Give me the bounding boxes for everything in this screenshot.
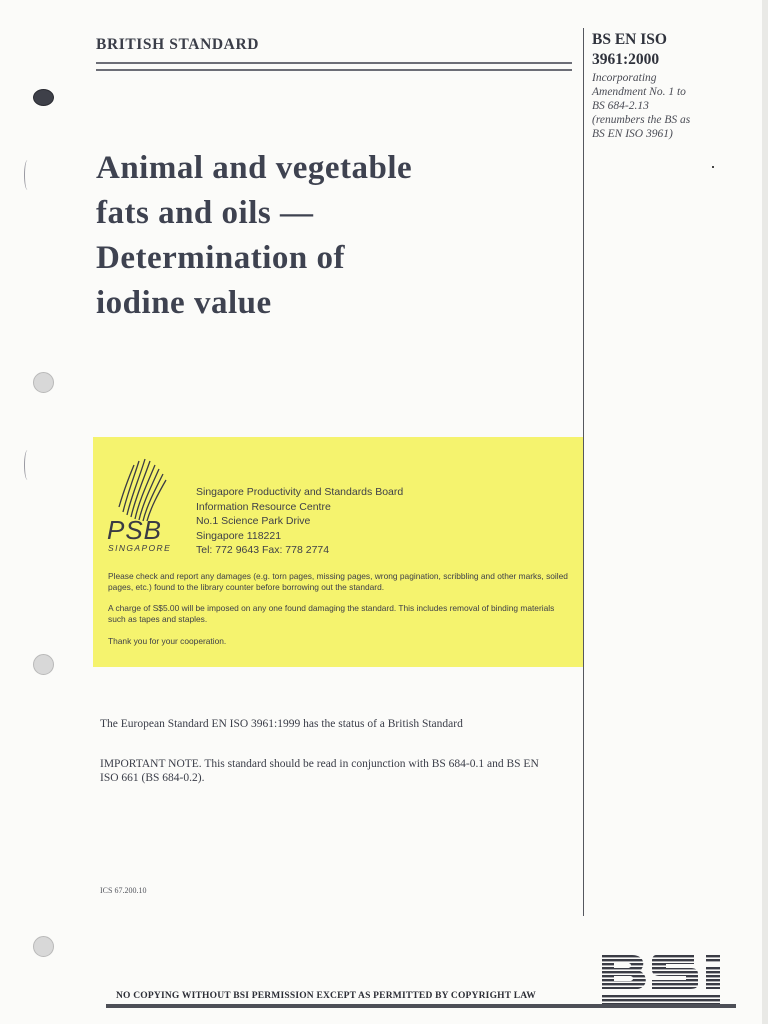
address-line: Tel: 772 9643 Fax: 778 2774 [196, 544, 330, 556]
scan-mark [24, 450, 31, 480]
scan-mark [24, 160, 31, 190]
psb-logo-text: PSB [107, 515, 163, 545]
title-line: Determination of [96, 240, 346, 276]
amendment-line: BS EN ISO 3961) [592, 128, 673, 140]
title-line: fats and oils — [96, 195, 314, 231]
damage-notice: Please check and report any damages (e.g. torn pages, missing pages, wrong pagination, scribbling and other marks, soiled pages, etc.) found to the library counter before borrowing out the standard. [108, 571, 568, 592]
binder-hole [33, 372, 54, 393]
title-line: Animal and vegetable [96, 150, 413, 186]
ics-code: ICS 67.200.10 [100, 886, 147, 895]
scan-speck [712, 166, 714, 168]
thanks-notice: Thank you for your cooperation. [108, 636, 227, 646]
status-statement: The European Standard EN ISO 3961:1999 has the status of a British Standard [100, 718, 463, 730]
standard-number [592, 30, 762, 70]
column-divider [583, 28, 584, 916]
bsi-logo [598, 951, 736, 1007]
address-line: No.1 Science Park Drive [196, 515, 311, 527]
address-line: Singapore Productivity and Standards Board [196, 486, 404, 498]
amendment-line: (renumbers the BS as [592, 114, 691, 126]
amendment-line: BS 684-2.13 [592, 100, 649, 112]
document-title [96, 146, 566, 326]
library-stamp [93, 437, 583, 667]
address-line: Information Resource Centre [196, 500, 331, 513]
psb-logo-subtext: SINGAPORE [108, 543, 172, 553]
standard-number-line: BS EN ISO [592, 31, 667, 48]
important-note: IMPORTANT NOTE. This standard should be read in conjunction with BS 684-0.1 and BS EN ISO 661 (BS 684-0.2). [100, 758, 539, 784]
psb-address [196, 485, 556, 558]
footer-rule [106, 1004, 736, 1008]
amendment-note [592, 71, 762, 141]
title-line: iodine value [96, 285, 272, 321]
amendment-line: Incorporating [592, 72, 657, 84]
binder-hole [33, 654, 54, 675]
binder-hole [33, 936, 54, 957]
amendment-line: Amendment No. 1 to [592, 86, 686, 98]
address-line: Singapore 118221 [196, 529, 282, 542]
standard-number-line: 3961:2000 [592, 51, 660, 68]
charge-notice: A charge of S$5.00 will be imposed on any one found damaging the standard. This includes removal of binding materials such as tapes and staples. [108, 603, 555, 624]
copyright-notice: NO COPYING WITHOUT BSI PERMISSION EXCEPT AS PERMITTED BY COPYRIGHT LAW [116, 991, 536, 1001]
page-edge [762, 0, 768, 1024]
binder-hole [33, 89, 54, 106]
header-rule [96, 62, 572, 71]
standard-series-label: BRITISH STANDARD [96, 36, 260, 53]
